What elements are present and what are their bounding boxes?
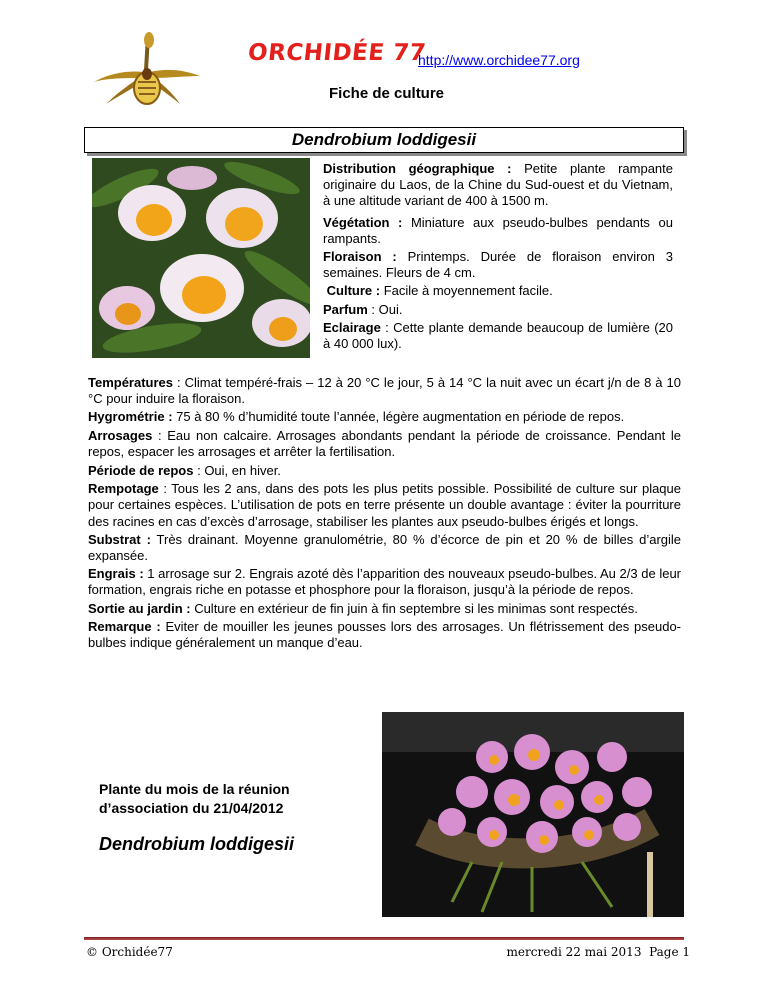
info-temperatures: Températures : Climat tempéré-frais – 12 à 20 °C le jour, 5 à 14 °C la nuit avec un écart j/n de 8 à 10 °C pour induire la floraison. xyxy=(88,375,681,407)
plante-du-mois-line2: d’association du 21/04/2012 xyxy=(99,800,284,816)
page-subtitle: Fiche de culture xyxy=(329,85,445,102)
logo-title: ORCHIDÉE 77 xyxy=(246,40,428,66)
plante-du-mois-name: Dendrobium loddigesii xyxy=(99,834,295,854)
flower-closeup-photo xyxy=(92,158,310,358)
orchid-logo-icon xyxy=(86,30,206,118)
info-arrosages: Arrosages : Eau non calcaire. Arrosages abondants pendant la période de croissance. Pendant le repos, espacer les arrosages et arrêter la fertilisation. xyxy=(88,427,681,459)
info-distribution: Distribution géographique : Petite plante rampante originaire du Laos, de la Chine du Sud-ouest et du Vietnam, à une altitude variant de 400 à 1500 m. xyxy=(323,161,674,209)
plant-pot-photo xyxy=(382,712,684,917)
footer-divider xyxy=(84,937,684,940)
info-hygrometrie: Hygrométrie : 75 à 80 % d’humidité toute l’année, légère augmentation en période de repos. xyxy=(88,409,625,425)
info-substrat: Substrat : Très drainant. Moyenne granulométrie, 80 % d’écorce de pin et 20 % de billes d’argile expansée. xyxy=(88,531,682,564)
side-info-block xyxy=(323,161,673,352)
footer-copyright: © Orchidée77 xyxy=(86,945,173,959)
plant-title-box xyxy=(84,127,684,153)
info-floraison: Floraison : Printemps. Durée de floraison environ 3 semaines. Fleurs de 4 cm. xyxy=(323,249,673,281)
plant-title: Dendrobium loddigesii xyxy=(291,130,477,149)
info-eclairage: Eclairage : Cette plante demande beaucoup de lumière (20 à 40 000 lux). xyxy=(323,319,673,352)
footer-date-page: mercredi 22 mai 2013 Page 1 xyxy=(506,945,690,959)
plante-du-mois-block xyxy=(99,780,294,855)
info-vegetation: Végétation : Miniature aux pseudo-bulbes pendants ou rampants. xyxy=(323,214,673,246)
info-parfum: Parfum : Oui. xyxy=(323,301,403,317)
plante-du-mois-line1: Plante du mois de la réunion xyxy=(99,781,290,797)
website-link[interactable]: http://www.orchidee77.org xyxy=(418,52,580,68)
info-rempotage: Rempotage : Tous les 2 ans, dans des pots les plus petits possible. Possibilité de culture sur plaque pour certaines espèces. L’utilisation de pots en terre présente un double avantage : éviter la pourriture des racines en cas d’excès d’arrosage, stabiliser les plantes aux pseudo-bulbes érigés et longs. xyxy=(88,481,681,529)
info-engrais: Engrais : 1 arrosage sur 2. Engrais azoté dès l’apparition des nouveaux pseudo-bulbes. Au 2/3 de leur formation, engrais riche en potasse et phosphore pour la floraison, jusqu’à la période de repos. xyxy=(88,566,681,598)
info-periode-repos: Période de repos : Oui, en hiver. xyxy=(88,463,281,479)
info-culture: Culture : Facile à moyennement facile. xyxy=(326,283,553,299)
info-sortie-jardin: Sortie au jardin : Culture en extérieur de fin juin à fin septembre si les minimas sont respectés. xyxy=(88,600,638,616)
info-remarque: Remarque : Eviter de mouiller les jeunes pousses lors des arrosages. Un flétrissement des pseudo-bulbes indique généralement un manque d’eau. xyxy=(88,618,681,651)
main-info-block xyxy=(88,375,681,651)
